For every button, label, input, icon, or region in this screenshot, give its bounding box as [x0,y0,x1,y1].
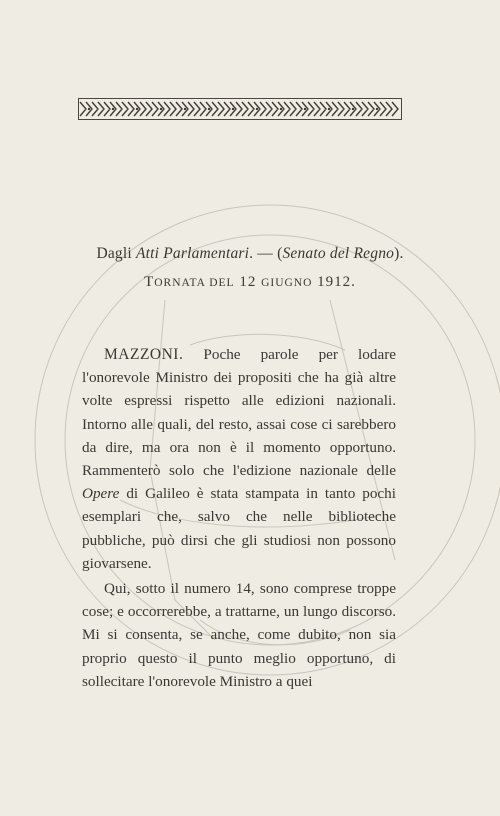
source-suffix: ). [394,245,404,262]
session-heading [0,274,500,291]
speech-body [82,343,396,693]
source-chamber-italic: Senato del Regno [282,245,395,262]
paragraph-1-italic: Opere [82,485,120,503]
paragraph-1-text-a: Poche parole per lodare l'onorevole Ministro dei propositi che ha già altre volte espressi rispetto alle edizioni nazionali. Intorno alle quali, del resto, assai cose ci sarebbero da dire, ma ora non è il momento opportuno. Rammenterò solo che l'edizione nazionale delle [82,346,396,480]
source-middle: . — ( [249,245,283,262]
source-title-italic: Atti Parlamentari [135,245,250,262]
session-initial: T [144,274,155,290]
source-prefix: Dagli [96,245,136,262]
paragraph-1-text-b: di Galileo è stata stampata in tanto pochi esemplari che, salvo che nelle biblioteche pubbliche, può dirsi che gli studiosi non possono giovarsene. [82,485,396,572]
session-year: 1912. [312,274,356,290]
session-word: ORNATA DEL [154,277,235,289]
paragraph-2: Qui, sotto il numero 14, sono comprese troppe cose; e occorrerebbe, a trattarne, un lungo discorso. Mi si consenta, se anche, come dubito, non sia proprio questo il punto meglio opportuno, di sollecitare l'onorevole Ministro a quei [82,580,396,690]
source-line [0,245,500,263]
session-day: 12 [234,274,262,290]
paragraph-1 [82,343,396,575]
speaker-name: MAZZONI. [104,346,184,363]
session-month: GIUGNO [261,277,313,289]
decorative-border-ornament [78,98,402,120]
